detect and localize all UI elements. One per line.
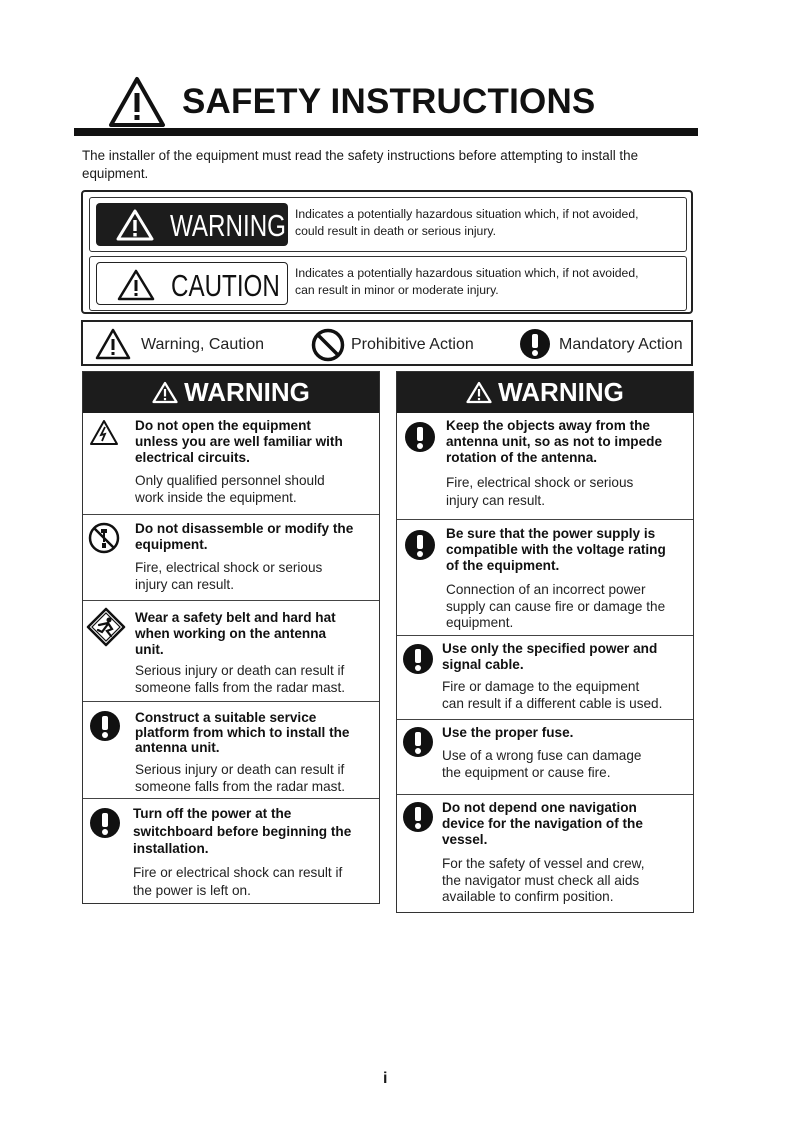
warning-triangle-icon xyxy=(116,209,154,241)
page-title-block xyxy=(108,76,668,132)
warning-triangle-icon xyxy=(108,76,166,128)
right-warning-column xyxy=(396,371,694,913)
column-header-label: WARNING xyxy=(184,377,310,407)
caution-definition xyxy=(89,256,687,311)
item-body: For the safety of vessel and crew, the navigator must check all aids available to confirm position. xyxy=(442,856,645,904)
safety-item xyxy=(83,701,379,798)
caution-label: CAUTION xyxy=(171,268,280,303)
intro-text: The installer of the equipment must read the safety instructions before attempting to install the equipment. xyxy=(82,148,639,181)
mandatory-icon xyxy=(404,421,436,453)
title-divider xyxy=(74,128,698,136)
item-body: Fire or electrical shock can result if the power is left on. xyxy=(133,865,343,898)
signal-word-panel xyxy=(81,190,693,314)
column-header xyxy=(397,372,693,413)
page-number: i xyxy=(383,1070,388,1087)
exclamation-circle-icon xyxy=(519,328,551,360)
item-heading: Do not depend one navigation device for the navigation of the vessel. xyxy=(442,800,643,847)
safety-item xyxy=(83,514,379,600)
column-header-label: WARNING xyxy=(498,377,624,407)
mandatory-icon xyxy=(404,529,436,561)
column-header xyxy=(83,372,379,413)
item-heading: Wear a safety belt and hard hat when working on the antenna unit. xyxy=(135,610,336,657)
safety-item xyxy=(397,519,693,635)
item-heading: Be sure that the power supply is compatible with the voltage rating of the equipment. xyxy=(446,526,666,573)
item-heading: Construct a suitable service platform from which to install the antenna unit. xyxy=(135,710,350,755)
no-disassemble-icon xyxy=(88,522,120,554)
item-body: Serious injury or death can result if someone falls from the radar mast. xyxy=(135,663,346,695)
item-body: Serious injury or death can result if someone falls from the radar mast. xyxy=(135,762,346,794)
item-heading: Use the proper fuse. xyxy=(442,725,574,740)
falling-hazard-icon xyxy=(86,607,126,647)
prohibition-icon xyxy=(311,328,345,362)
safety-item xyxy=(83,413,379,514)
mandatory-icon xyxy=(89,710,121,742)
warning-description: Indicates a potentially hazardous situation which, if not avoided, could result in death or serious injury. xyxy=(295,207,639,238)
mandatory-icon xyxy=(89,807,121,839)
symbol-legend: Warning, Caution Prohibitive Action Mandatory Action xyxy=(81,320,693,366)
safety-item xyxy=(83,798,379,904)
safety-item xyxy=(83,600,379,701)
item-heading: Turn off the power at the switchboard before beginning the installation. xyxy=(133,806,352,856)
item-body: Fire, electrical shock or serious injury can result. xyxy=(446,475,634,508)
item-body: Use of a wrong fuse can damage the equipment or cause fire. xyxy=(442,748,642,780)
warning-badge xyxy=(96,203,288,246)
warning-definition xyxy=(89,197,687,252)
item-heading: Use only the specified power and signal cable. xyxy=(442,641,658,672)
warning-triangle-icon xyxy=(152,381,178,404)
safety-item xyxy=(397,794,693,912)
item-body: Only qualified personnel should work inside the equipment. xyxy=(135,473,325,505)
warning-triangle-icon xyxy=(466,381,492,404)
caution-badge xyxy=(96,262,288,305)
mandatory-icon xyxy=(402,643,434,675)
left-warning-column xyxy=(82,371,380,904)
item-heading: Do not disassemble or modify the equipment. xyxy=(135,521,354,552)
mandatory-icon xyxy=(402,726,434,758)
item-body: Fire, electrical shock or serious injury can result. xyxy=(135,560,323,592)
item-body: Connection of an incorrect power supply can cause fire or damage the equipment. xyxy=(446,582,666,630)
warning-label: WARNING xyxy=(170,208,286,243)
safety-item xyxy=(397,719,693,794)
caution-description: Indicates a potentially hazardous situation which, if not avoided, can result in minor or moderate injury. xyxy=(295,266,639,297)
mandatory-icon xyxy=(402,801,434,833)
item-body: Fire or damage to the equipment can result if a different cable is used. xyxy=(442,679,663,711)
item-heading: Keep the objects away from the antenna unit, so as not to impede rotation of the antenna. xyxy=(446,418,663,465)
warning-triangle-icon xyxy=(95,328,131,360)
electrical-hazard-icon xyxy=(89,419,119,446)
safety-item xyxy=(397,413,693,519)
safety-item xyxy=(397,635,693,719)
page-title: SAFETY INSTRUCTIONS xyxy=(182,82,596,121)
caution-triangle-icon xyxy=(117,269,155,301)
item-heading: Do not open the equipment unless you are well familiar with electrical circuits. xyxy=(135,418,343,465)
